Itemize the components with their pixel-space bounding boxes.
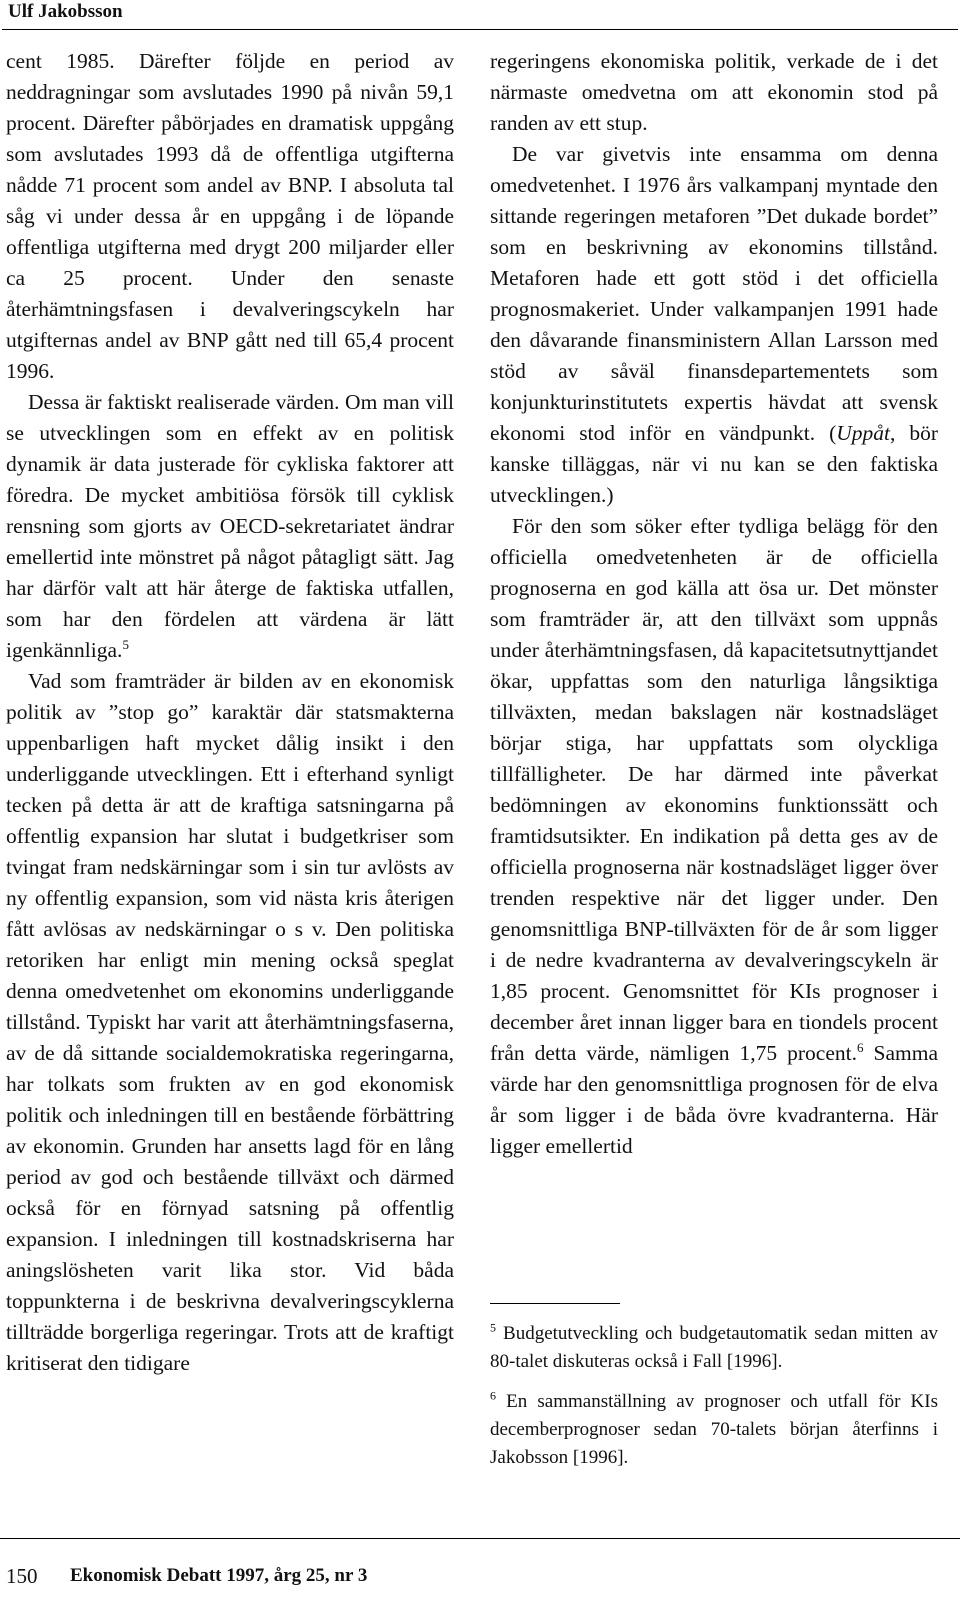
- paragraph-text: Samma värde har den genomsnittliga prognosen för de elva år som ligger i de båda övre kvadranterna. Här ligger emellertid: [490, 1041, 938, 1158]
- journal-citation: Ekonomisk Debatt 1997, årg 25, nr 3: [70, 1565, 368, 1586]
- paragraph: [490, 511, 938, 1162]
- right-column: [490, 46, 938, 1162]
- paragraph-text: regeringens ekonomiska politik, verkade de i det närmaste omedvetna om att ekonomin stod på randen av ett stup.: [490, 49, 938, 135]
- left-column: [6, 46, 454, 1379]
- paragraph: [6, 46, 454, 387]
- footnote-rule: [490, 1303, 620, 1304]
- paragraph-text: De var givetvis inte ensamma om denna omedvetenhet. I 1976 års valkampanj myntade den sittande regeringen metaforen ”Det dukade bordet” som en beskrivning av ekonomins tillstånd. Metaforen hade ett gott stöd i det officiella prognosmakeriet. Under valkampanjen 1991 hade den dåvarande finansministern Allan Larsson med stöd av såväl finansdepartementets som konjunkturinstitutets expertis hävdat att svensk ekonomi stod inför en vändpunkt. (: [490, 142, 938, 445]
- footnotes: [490, 1303, 938, 1484]
- footer-rule: [0, 1538, 960, 1539]
- footnote-ref: 6: [857, 1039, 864, 1055]
- paragraph-text: Dessa är faktiskt realiserade värden. Om man vill se utvecklingen som en effekt av en politisk dynamik är data justerade för cykliska faktorer att föredra. De mycket ambitiösa försök till cyklisk rensning som gjorts av OECD-sekretariatet ändrar emellertid inte mönstret på något påtagligt sätt. Jag har därför valt att här återge de faktiska utfallen, som har den fördelen att värdena är lätt igenkännliga.: [6, 390, 454, 662]
- emphasis-text: Uppåt: [836, 421, 890, 445]
- footnote-number: 5: [490, 1320, 496, 1335]
- page-footer: [0, 1538, 960, 1598]
- paragraph-text: , bör kanske tilläggas, när vi nu kan se den faktiska utvecklingen.): [490, 421, 938, 507]
- paragraph: [6, 666, 454, 1379]
- paragraph-text: cent 1985. Därefter följde en period av neddragningar som avslutades 1990 på nivån 59,1 procent. Därefter påbörjades en dramatisk uppgång som avslutades 1993 då de offentliga utgifterna nådde 71 procent som andel av BNP. I absoluta tal såg vi under dessa år en uppgång i de löpande offentliga utgifterna med drygt 200 miljarder eller ca 25 procent. Under den senaste återhämtningsfasen i devalveringscykeln har utgifternas andel av BNP gått ned till 65,4 procent 1996.: [6, 49, 454, 383]
- running-head-author: Ulf Jakobsson: [8, 1, 123, 22]
- page-header: [2, 0, 958, 28]
- footnote-number: 6: [490, 1388, 496, 1403]
- footnote-text: Budgetutveckling och budgetautomatik sedan mitten av 80-talet diskuteras också i Fall [1996].: [490, 1323, 938, 1372]
- paragraph-text: Vad som framträder är bilden av en ekonomisk politik av ”stop go” karaktär där statsmakterna uppenbarligen haft mycket dålig insikt i den underliggande utvecklingen. Ett i efterhand synligt tecken på detta är att de kraftiga satsningarna på offentlig expansion har slutat i budgetkriser som tvingat fram nedskärningar som i sin tur avlösts av ny offentlig expansion, som vid nästa kris återigen fått avlösas av nedskärningar o s v. Den politiska retoriken har enligt min mening också speglat denna omedvetenhet om ekonomins underliggande tillstånd. Typiskt har varit att återhämtningsfaserna, av de då sittande socialdemokratiska regeringarna, har tolkats som frukten av en god ekonomisk politik och inledningen till en bestående förbättring av ekonomin. Grunden har ansetts lagd för en lång period av god och bestående tillväxt och därmed också för en förnyad satsning på offentlig expansion. I inledningen till kostnadskriserna har aningslösheten varit lika stor. Vid båda toppunkterna i de beskrivna devalveringscyklerna tillträdde borgerliga regeringar. Trots att de kraftigt kritiserat den tidigare: [6, 669, 454, 1375]
- header-rule: [2, 29, 958, 30]
- footnote: [490, 1320, 938, 1376]
- footnote: [490, 1388, 938, 1472]
- paragraph-text: För den som söker efter tydliga belägg för den officiella omedvetenheten är de officiella prognoserna en god källa att ösa ur. Det mönster som framträder är, att den tillväxt som uppnås under återhämtningsfasen, då kapacitetsutnyttjandet ökar, uppfattas som den naturliga långsiktiga tillväxten, medan bakslagen när kostnadsläget börjar stiga, har uppfattats som olyckliga tillfälligheter. De har därmed inte påverkat bedömningen av ekonomins funktionssätt och framtidsutsikter. En indikation på detta ges av de officiella prognoserna när kostnadsläget ligger över trenden respektive när det ligger under. Den genomsnittliga BNP-tillväxten för de år som ligger i de nedre kvadranterna av devalveringscykeln är 1,85 procent. Genomsnittet för KIs prognoser i december året innan ligger bara en tiondels procent från detta värde, nämligen 1,75 procent.: [490, 514, 938, 1065]
- paragraph: [490, 46, 938, 139]
- paragraph: [6, 387, 454, 666]
- footnote-text: En sammanställning av prognoser och utfall för KIs decemberprognoser sedan 70-talets början återfinns i Jakobsson [1996].: [490, 1391, 938, 1468]
- page-number: 150: [6, 1564, 38, 1588]
- footnote-ref: 5: [122, 636, 129, 652]
- paragraph: [490, 139, 938, 511]
